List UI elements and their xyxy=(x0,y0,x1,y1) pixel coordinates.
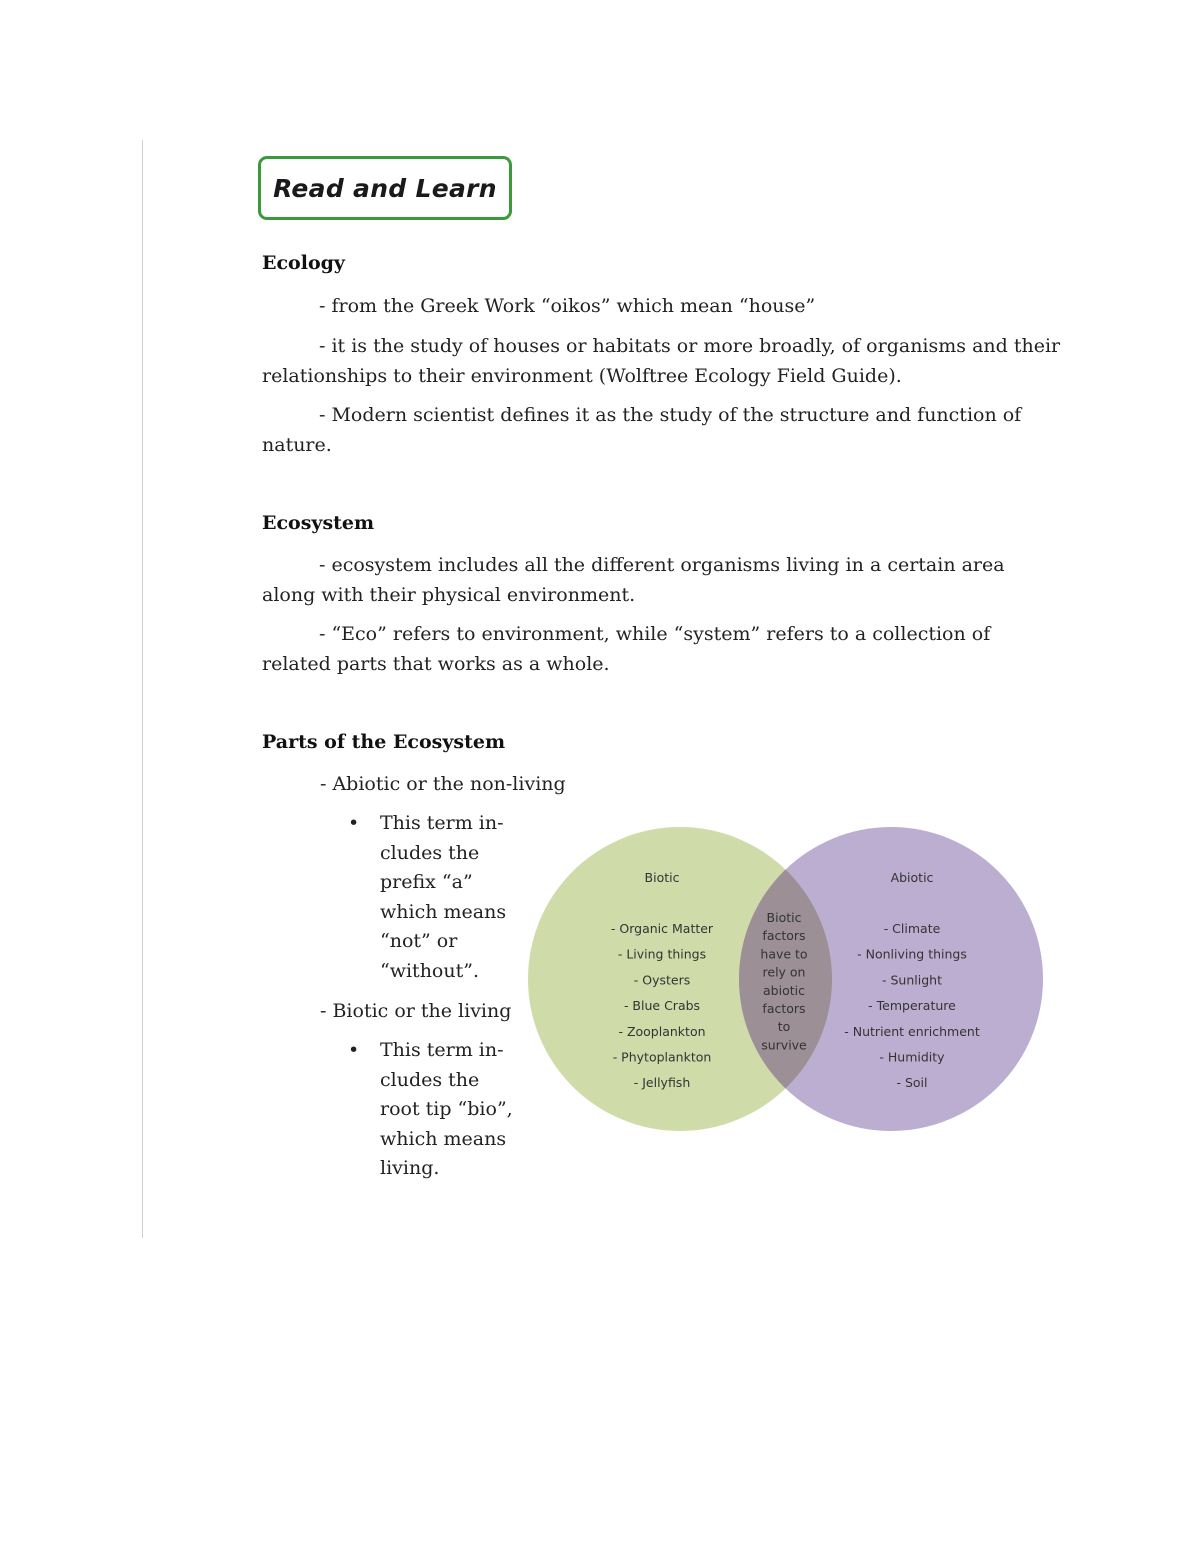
venn-center-line: factors xyxy=(762,928,806,944)
ecology-heading: Ecology xyxy=(262,252,345,274)
abiotic-line: - Abiotic or the non-living xyxy=(320,773,566,795)
venn-right-item: - Temperature xyxy=(868,998,956,1014)
venn-right-title: Abiotic xyxy=(890,870,934,885)
venn-right-item: - Humidity xyxy=(879,1049,945,1065)
parts-heading: Parts of the Ecosystem xyxy=(262,731,506,753)
venn-center-line: rely on xyxy=(762,964,806,980)
venn-right-item: - Climate xyxy=(883,921,941,936)
venn-center-line: factors xyxy=(762,1001,806,1016)
abiotic-bullet-text: This term in-cludes the prefix “a” which means “not” or “without”. xyxy=(380,812,507,982)
ecosystem-paragraph-1: - ecosystem includes all the different organisms living in a certain area along with their physical environment. xyxy=(262,554,1005,606)
bullet-symbol: • xyxy=(348,812,360,834)
venn-left-item: - Zooplankton xyxy=(618,1023,706,1039)
venn-left-item: - Oysters xyxy=(633,972,691,988)
venn-center-line: have to xyxy=(760,946,808,962)
venn-left-item: - Living things xyxy=(617,946,707,962)
venn-right-item: - Nonliving things xyxy=(857,946,967,962)
biotic-bullet-text: This term in-cludes the root tip “bio”, which means living. xyxy=(380,1039,513,1179)
banner-title: Read and Learn xyxy=(273,173,497,203)
venn-center-line: abiotic xyxy=(763,982,805,998)
venn-right-item: - Sunlight xyxy=(882,972,942,988)
ecology-paragraph-2: - it is the study of houses or habitats or more broadly, of organisms and their relationships to their environment (Wolftree Ecology Field Guide). xyxy=(262,335,1061,387)
venn-left-item: - Phytoplankton xyxy=(612,1049,712,1065)
venn-center-line: survive xyxy=(761,1037,807,1053)
venn-center-line: to xyxy=(777,1019,791,1035)
ecology-paragraph-1: - from the Greek Work “oikos” which mean “house” xyxy=(319,295,816,317)
venn-left-item: - Blue Crabs xyxy=(623,998,701,1014)
bullet-symbol: • xyxy=(348,1039,360,1061)
venn-right-item: - Soil xyxy=(896,1075,928,1091)
venn-left-item: - Jellyfish xyxy=(633,1075,691,1091)
biotic-line: - Biotic or the living xyxy=(320,1000,512,1022)
venn-center-line: Biotic xyxy=(766,910,802,925)
venn-left-item: - Organic Matter xyxy=(610,921,714,936)
venn-right-item: - Nutrient enrichment xyxy=(844,1023,980,1039)
venn-left-title: Biotic xyxy=(644,870,680,885)
ecology-paragraph-3: - Modern scientist defines it as the study of the structure and function of nature. xyxy=(262,404,1022,456)
ecosystem-heading: Ecosystem xyxy=(262,512,375,534)
ecosystem-paragraph-2: - “Eco” refers to environment, while “system” refers to a collection of related parts that works as a whole. xyxy=(262,623,991,675)
